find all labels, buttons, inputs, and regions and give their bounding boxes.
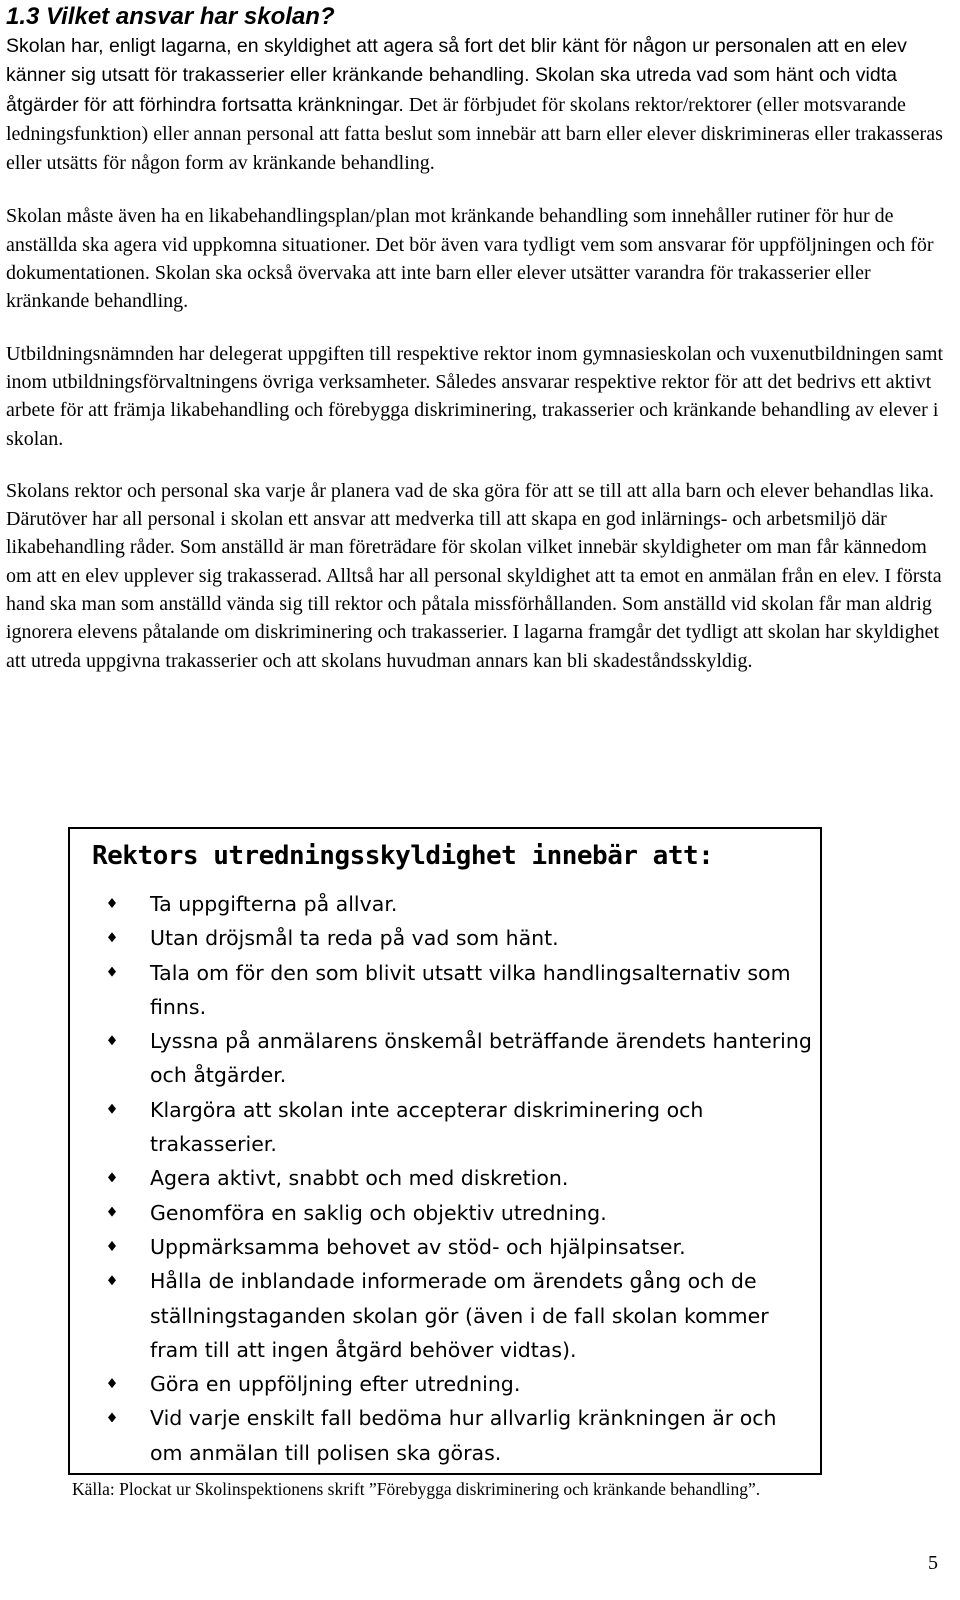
bullet-icon	[108, 1207, 116, 1217]
section-heading: 1.3 Vilket ansvar har skolan?	[6, 3, 335, 30]
bullet-icon	[108, 1104, 116, 1114]
paragraph-1	[6, 32, 950, 178]
bullet-icon	[108, 1378, 116, 1388]
bullet-icon	[108, 1412, 116, 1422]
list-item: Tala om för den som blivit utsatt vilka handlingsalternativ som finns.	[92, 956, 812, 1025]
list-item: Göra en uppföljning efter utredning.	[92, 1367, 812, 1401]
bullet-icon	[108, 898, 116, 908]
box-title: Rektors utredningsskyldighet innebär att:	[92, 841, 714, 871]
list-item: Lyssna på anmälarens önskemål beträffande ärendets hantering och åtgärder.	[92, 1024, 812, 1093]
list-item: Utan dröjsmål ta reda på vad som hänt.	[92, 921, 812, 955]
list-item: Agera aktivt, snabbt och med diskretion.	[92, 1161, 812, 1195]
list-item: Ta uppgifterna på allvar.	[92, 887, 812, 921]
list-item: Uppmärksamma behovet av stöd- och hjälpinsatser.	[92, 1230, 812, 1264]
responsibility-box	[68, 827, 822, 1475]
bullet-icon	[108, 1172, 116, 1182]
list-item: Vid varje enskilt fall bedöma hur allvarlig kränkningen är och om anmälan till polisen ska göras.	[92, 1401, 812, 1470]
bullet-icon	[108, 967, 116, 977]
paragraph-4: Skolans rektor och personal ska varje år planera vad de ska göra för att se till att alla barn och elever behandlas lika. Därutöver har all personal i skolan ett ansvar att medverka till att skapa en god inlärnings- och arbetsmiljö där likabehandling råder. Som anställd är man företrädare för skolan vilket innebär skyldigheter om man får kännedom om att en elev upplever sig trakasserad. Alltså har all personal skyldighet att ta emot en anmälan från en elev. I första hand ska man som anställd vända sig till rektor och påtala missförhållanden. Som anställd vid skolan får man aldrig ignorera elevens påtalande om diskriminering och trakasserier. I lagarna framgår det tydligt att skolan har skyldighet att utreda uppgivna trakasserier och att skolans huvudman annars kan bli skadeståndsskyldig.	[6, 479, 942, 672]
bullet-icon	[108, 1241, 116, 1251]
bullet-icon	[108, 1275, 116, 1285]
page-number: 5	[928, 1552, 938, 1574]
list-item: Hålla de inblandade informerade om ärendets gång och de ställningstaganden skolan gör (även i de fall skolan kommer fram till att ingen åtgärd behöver vidtas).	[92, 1264, 812, 1367]
document-page	[6, 0, 950, 675]
list-item: Genomföra en saklig och objektiv utredning.	[92, 1196, 812, 1230]
paragraph-1-part-b: Det är förbjudet för skolans rektor/rektorer (eller motsvarande ledningsfunktion) eller annan personal att fatta beslut som innebär att barn eller elever diskrimineras eller trakasseras eller utsätts för någon form av kränkande behandling.	[6, 93, 943, 175]
responsibility-list	[92, 887, 812, 1470]
paragraph-3: Utbildningsnämnden har delegerat uppgiften till respektive rektor inom gymnasieskolan och vuxenutbildningen samt inom utbildningsförvaltningens övriga verksamheter. Således ansvarar respektive rektor för att det bedrivs ett aktivt arbete för att främja likabehandling och förebygga diskriminering, trakasserier och kränkande behandling av elever i skolan.	[6, 342, 944, 450]
paragraph-2: Skolan måste även ha en likabehandlingsplan/plan mot kränkande behandling som innehåller rutiner för hur de anställda ska agera vid uppkomna situationer. Det bör även vara tydligt vem som ansvarar för uppföljningen och för dokumentationen. Skolan ska också övervaka att inte barn eller elever utsätter varandra för trakasserier eller kränkande behandling.	[6, 205, 934, 313]
list-item: Klargöra att skolan inte accepterar diskriminering och trakasserier.	[92, 1093, 812, 1162]
paragraph-1-part-a: Skolan har, enligt lagarna, en skyldighet att agera så fort det blir känt för någon ur personalen att en elev känner sig utsatt för trakasserier eller kränkande behandling. Skolan ska utreda vad som hänt och vidta åtgärder för att förhindra fortsatta kränkningar.	[6, 35, 907, 116]
bullet-icon	[108, 1035, 116, 1045]
source-citation: Källa: Plockat ur Skolinspektionens skrift ”Förebygga diskriminering och kränkande behandling”.	[72, 1479, 761, 1499]
bullet-icon	[108, 932, 116, 942]
